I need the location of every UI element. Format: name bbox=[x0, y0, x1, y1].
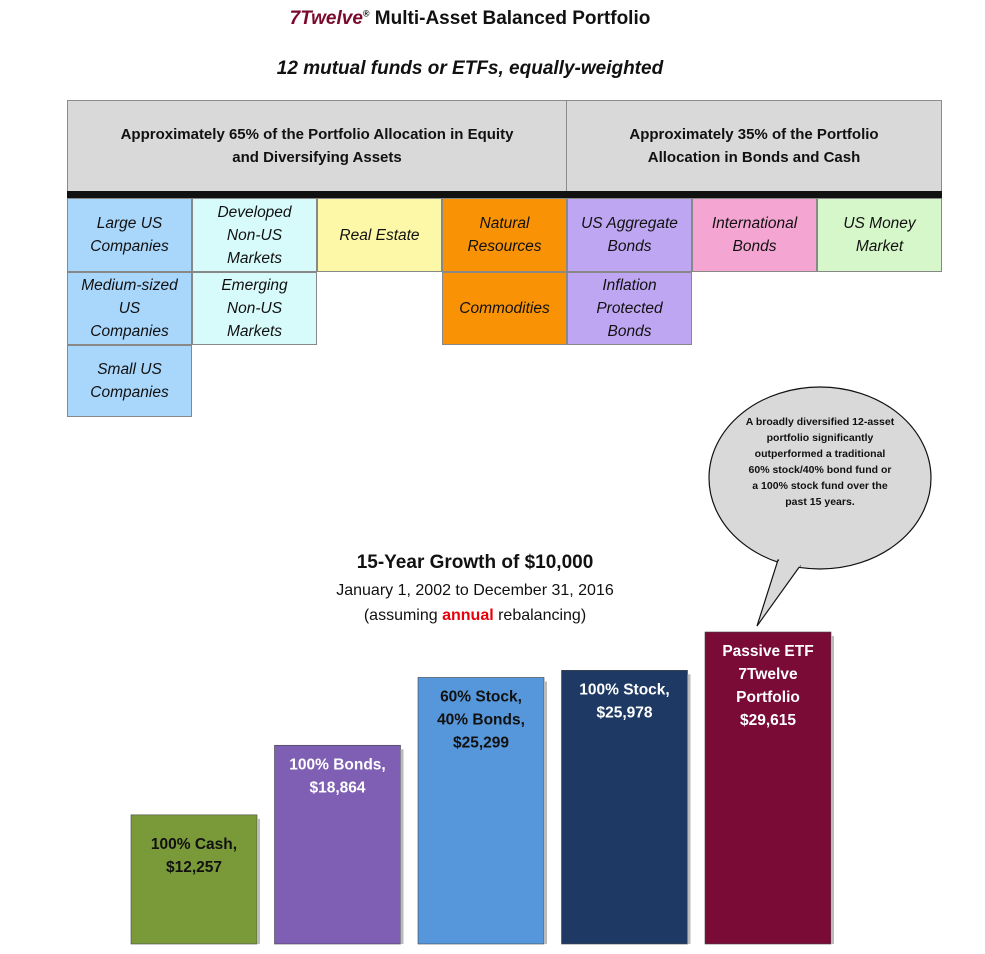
bonds-header-text: Approximately 35% of the Portfolio Allocation in Bonds and Cash bbox=[629, 126, 879, 166]
bar-shadow bbox=[544, 681, 547, 944]
asset-label: Medium-sized US Companies bbox=[81, 277, 178, 340]
bar-shadow bbox=[257, 819, 260, 944]
bar-label: 7Twelve bbox=[738, 666, 798, 683]
chart-subtitle: January 1, 2002 to December 31, 2016 bbox=[336, 582, 614, 599]
asset-label: Small US Companies bbox=[90, 361, 169, 401]
bar-shadow bbox=[401, 749, 404, 944]
bar-label: Passive ETF bbox=[722, 643, 814, 660]
callout-text: A broadly diversified 12-asset portfolio significantly outperformed a traditional 60% stock/40% bond fund or a 100% stock fund over the past 15 years. bbox=[745, 416, 895, 508]
bar-label: 100% Cash, bbox=[150, 835, 238, 853]
brand-name: 7Twelve bbox=[289, 8, 363, 29]
bar-label: 40% Bonds, bbox=[437, 711, 525, 729]
page-subtitle: 12 mutual funds or ETFs, equally-weighted bbox=[276, 58, 664, 79]
equity-header-text: Approximately 65% of the Portfolio Allocation in Equity and Diversifying Assets bbox=[120, 126, 514, 166]
bar-label: 100% Stock, bbox=[579, 681, 670, 699]
asset-label: Natural Resources bbox=[467, 215, 542, 255]
title-rest: Multi-Asset Balanced Portfolio bbox=[369, 8, 651, 29]
note-post: rebalancing) bbox=[493, 607, 587, 624]
asset-label: Commodities bbox=[459, 300, 550, 317]
asset-label: Large US Companies bbox=[90, 215, 169, 255]
chart-title: 15-Year Growth of $10,000 bbox=[356, 552, 594, 573]
bar-shadow bbox=[688, 674, 691, 944]
bar-1 bbox=[131, 815, 257, 944]
bar-label: $25,978 bbox=[596, 704, 653, 722]
bar-label: $18,864 bbox=[309, 779, 366, 797]
bar-label: Portfolio bbox=[736, 689, 800, 706]
registered-mark: ® bbox=[362, 8, 370, 19]
asset-label: Inflation Protected Bonds bbox=[596, 277, 663, 340]
bar-2 bbox=[275, 745, 401, 944]
note-highlight: annual bbox=[442, 607, 494, 624]
asset-label: Emerging Non-US Markets bbox=[221, 277, 288, 340]
asset-label: Real Estate bbox=[339, 226, 420, 244]
note-pre: (assuming bbox=[363, 607, 443, 624]
asset-label: Developed Non-US Markets bbox=[217, 203, 292, 267]
asset-label: US Aggregate Bonds bbox=[581, 215, 678, 255]
asset-label: US Money Market bbox=[843, 215, 916, 255]
bar-label: 100% Bonds, bbox=[289, 756, 386, 774]
chart-note bbox=[275, 607, 675, 625]
bar-label: $25,299 bbox=[452, 734, 510, 752]
bar-label: $29,615 bbox=[739, 712, 797, 729]
asset-label: International Bonds bbox=[711, 215, 798, 255]
bar-shadow bbox=[831, 636, 834, 944]
bar-label: $12,257 bbox=[165, 858, 223, 876]
bar-label: 60% Stock, bbox=[440, 688, 522, 706]
